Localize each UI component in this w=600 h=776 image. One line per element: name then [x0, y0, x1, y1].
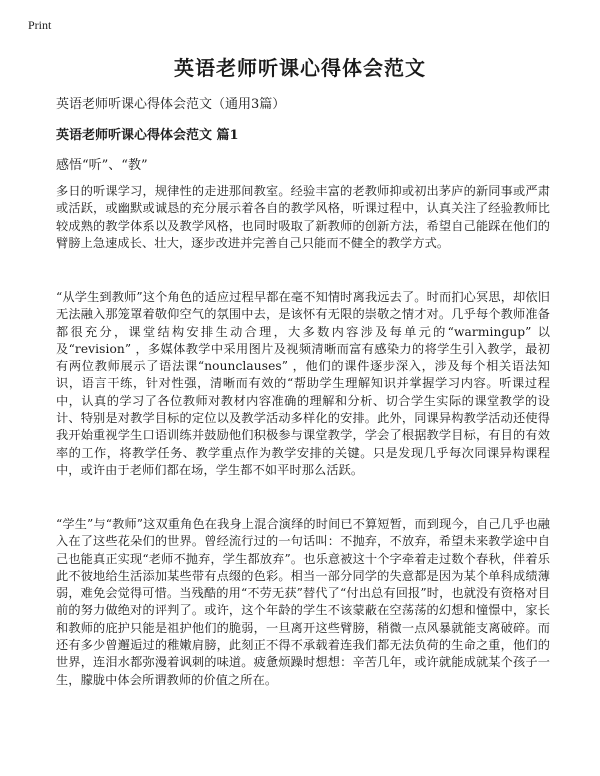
topic-heading: 感悟“听”、“教” [56, 158, 148, 173]
body-paragraph-3: “学生”与“教师”这双重角色在我身上混合演绎的时间已不算短暂，而到现今，自己几乎也融入在了这些花朵们的世界。曾经流行过的一句话叫：不抛弃，不放弃，希望未来教学途中自己也能真正实现“老师不抛弃，学生都放弃”。也乐意被这十个字牵着走过数个春秋，伴着乐此不彼地给生活添加某些带有点缀的色彩。相当一部分同学的失意都是因为某个单科成绩薄弱，难免会觉得可惜。当残酷的用“不劳无获”替代了“付出总有回报”时，也就没有资格对目前的努力做绝对的评判了。或许，这个年龄的学生不该蒙蔽在空荡荡的幻想和憧憬中，家长和教师的庇护只能是祖护他们的脆弱，一旦离开这些臂膀，稍微一点风暴就能支离破碎。而还有多少曾邂逅过的稚嫩肩膀，此刻正不得不承载着连我们都无法负荷的生命之重，他们的世界，连泪水都弥漫着讽刺的味道。疲惫烦躁时想想：辛苦几年，或许就能成就某个孩子一生，朦胧中体会所谓教师的价值之所在。 [56, 517, 550, 687]
section-heading: 英语老师听课心得体会范文 篇1 [56, 128, 239, 143]
document-subtitle: 英语老师听课心得体会范文（通用3篇） [56, 97, 286, 112]
body-paragraph-2: “从学生到教师”这个角色的适应过程早都在毫不知情时离我远去了。时而扪心冥思，却依旧无法融入那笼罩着敬仰空气的氛围中去，是该怀有无限的崇敬之情才对。几乎每个教师准备都很充分，课堂结构安排生动合理，大多数内容涉及每单元的“warmingup” 以及“revision” ，多媒体教学中采用图片及视频清晰而富有感染力的将学生引入教学，最初有两位教师展示了语法课“nounclauses” ，他们的课件逐步深入，涉及每个相关语法知识，语言干练，针对性强，清晰而有效的“帮助学生理解知识并掌握学习内容。听课过程中，认真的学习了各位教师对教材内容准确的理解和分析、切合学生实际的课堂教学的设计、特别是对教学目标的定位以及教学活动多样化的安排。此外，同课异构教学活动还使得我开始重视学生口语训练并鼓励他们积极参与课堂教学，学会了根据教学目标，有目的有效率的工作，将教学任务、教学重点作为教学安排的关键。只是发现几乎每次同课异构课程中，或许由于老师们都在场，学生都不如平时那么活跃。 [56, 290, 550, 477]
body-paragraph-1: 多日的听课学习，规律性的走进那间教室。经验丰富的老教师抑或初出茅庐的新同事或严肃或活跃，或幽默或诚恳的充分展示着各自的教学风格，听课过程中，认真关注了经验教师比较成熟的教学体系以及教学风格，也同时吸取了新教师的创新方法，希望自己能踩在他们的臂膀上急速成长、壮大，逐步改进并完善自己只能而不健全的教学方式。 [56, 184, 550, 250]
print-link[interactable]: Print [28, 18, 52, 32]
page-title: 英语老师听课心得体会范文 [174, 56, 426, 80]
